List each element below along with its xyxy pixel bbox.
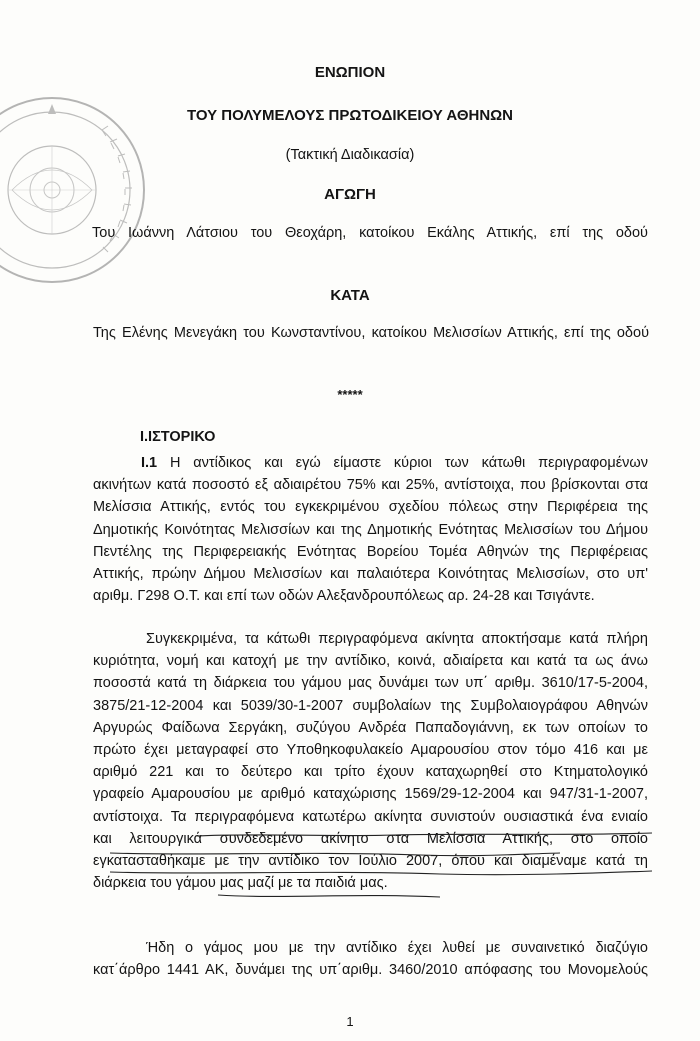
paragraph-1-line-3: Δημοτικής Κοινότητας Μελισσίων και της Δημοτικής Ενότητας Μελισσίων του Δήμου — [93, 521, 648, 538]
section-title: Ι.ΙΣΤΟΡΙΚΟ — [140, 429, 216, 445]
paragraph-2-line-0: Συγκεκριμένα, τα κάτωθι περιγραφόμενα ακίνητα αποκτήσαμε κατά πλήρη — [146, 631, 648, 647]
paragraph-1-line-2: Μελίσσια Αττικής, εντός του εγκεκριμένου σχεδίου πόλεως στην Περιφέρεια της — [93, 499, 648, 516]
plaintiff-line: Του Ιωάννη Λάτσιου του Θεοχάρη, κατοίκου Εκάλης Αττικής, επί της οδού — [92, 225, 648, 241]
paragraph-1-line-1: ακινήτων κατά ποσοστό εξ αδιαιρέτου 75% και 25%, αντίστοιχα, που βρίσκονται στα — [93, 477, 648, 494]
court-name: ΤΟΥ ΠΟΛΥΜΕΛΟΥΣ ΠΡΩΤΟΔΙΚΕΙΟΥ ΑΘΗΝΩΝ — [186, 107, 514, 124]
paragraph-2-line-2: ποσοστά κατά τη διάρκεια του γάμου μας δυνάμει των υπ΄ αριθμ. 3610/17-5-2004, — [93, 675, 648, 692]
pen-underline-3 — [218, 895, 440, 897]
paragraph-1-line-5: Αττικής, πρώην Δήμου Μελισσίων και παλαιότερα Κοινότητας Μελισσίων, στο υπ' — [93, 565, 648, 582]
page-number: 1 — [346, 1014, 354, 1029]
paragraph-2-line-4: Αργυρώς Φαίδωνα Σεργάκη, συζύγου Ανδρέα Παπαδογιάννη, εκ των οποίων το — [93, 719, 648, 736]
paragraph-1-line-0: Ι.1 Η αντίδικος και εγώ είμαστε κύριοι των κάτωθι περιγραφομένων — [141, 455, 648, 471]
defendant-line: Της Ελένης Μενεγάκη του Κωνσταντίνου, κατοίκου Μελισσίων Αττικής, επί της οδού — [93, 325, 649, 341]
paragraph-2-line-3: 3875/21-12-2004 και 5039/30-1-2007 συμβολαίων της Συμβολαιογράφου Αθηνών — [93, 697, 648, 714]
paragraph-1-line-6: αριθμ. Γ298 Ο.Τ. και επί των οδών Αλεξανδρουπόλεως αρ. 24-28 και Τσιγάντε. — [93, 588, 595, 605]
heading-enopion: ΕΝΩΠΙΟΝ — [314, 64, 386, 81]
paragraph-1-line-4: Πεντέλης της Περιφερειακής Ενότητας Βορείου Τομέα Αθηνών της Περιφέρειας — [93, 543, 648, 560]
paragraph-3-line-1: κατ΄άρθρο 1441 ΑΚ, δυνάμει της υπ΄αριθμ. 3460/2010 απόφασης του Μονομελούς — [93, 962, 648, 979]
paragraph-2-line-7: γραφείο Αμαρουσίου με αριθμό καταχώρισης 1569/29-12-2004 και 947/31-1-2007, — [93, 786, 648, 803]
paragraph-2-line-5: πρώτο έχει μεταγραφεί στο Υποθηκοφυλακείο Αμαρουσίου στον τόμο 416 και με — [93, 741, 648, 758]
paragraph-2-line-8: αντίστοιχα. Τα περιγραφόμενα κατωτέρω ακίνητα συνιστούν ουσιαστικά ένα ενιαίο — [93, 808, 648, 825]
paragraph-2-line-1: κυριότητα, νομή και κατοχή με την αντίδικο, κοινά, αδιαίρετα και κατά τα ως άνω — [93, 653, 648, 670]
pen-underline-2 — [110, 871, 652, 875]
separator-stars: ***** — [337, 387, 363, 402]
paragraph-2-line-11: διάρκεια του γάμου μας μαζί με τα παιδιά μας. — [93, 875, 388, 892]
paragraph-1-number: Ι.1 — [141, 455, 158, 471]
paragraph-2-line-6: αριθμό 221 και το δεύτερο και τρίτο έχουν καταχωρηθεί στο Κτηματολογικό — [93, 764, 648, 781]
pen-underline-1 — [110, 853, 560, 856]
procedure-type: (Τακτική Διαδικασία) — [285, 147, 415, 163]
against-heading: ΚΑΤΑ — [330, 287, 370, 304]
document-type: ΑΓΩΓΗ — [324, 186, 376, 203]
paragraph-2-line-10: εγκατασταθήκαμε με την αντίδικο τον Ιούλιο 2007, όπου και διαμέναμε κατά τη — [93, 852, 648, 869]
paragraph-3-line-0: Ήδη ο γάμος μου με την αντίδικο έχει λυθεί με συναινετικό διαζύγιο — [146, 940, 648, 956]
pen-strike-line — [196, 833, 652, 836]
paragraph-2-line-9: και λειτουργικά συνδεδεμένο ακίνητο στα Μελίσσια Αττικής, στο οποίο — [93, 830, 648, 847]
